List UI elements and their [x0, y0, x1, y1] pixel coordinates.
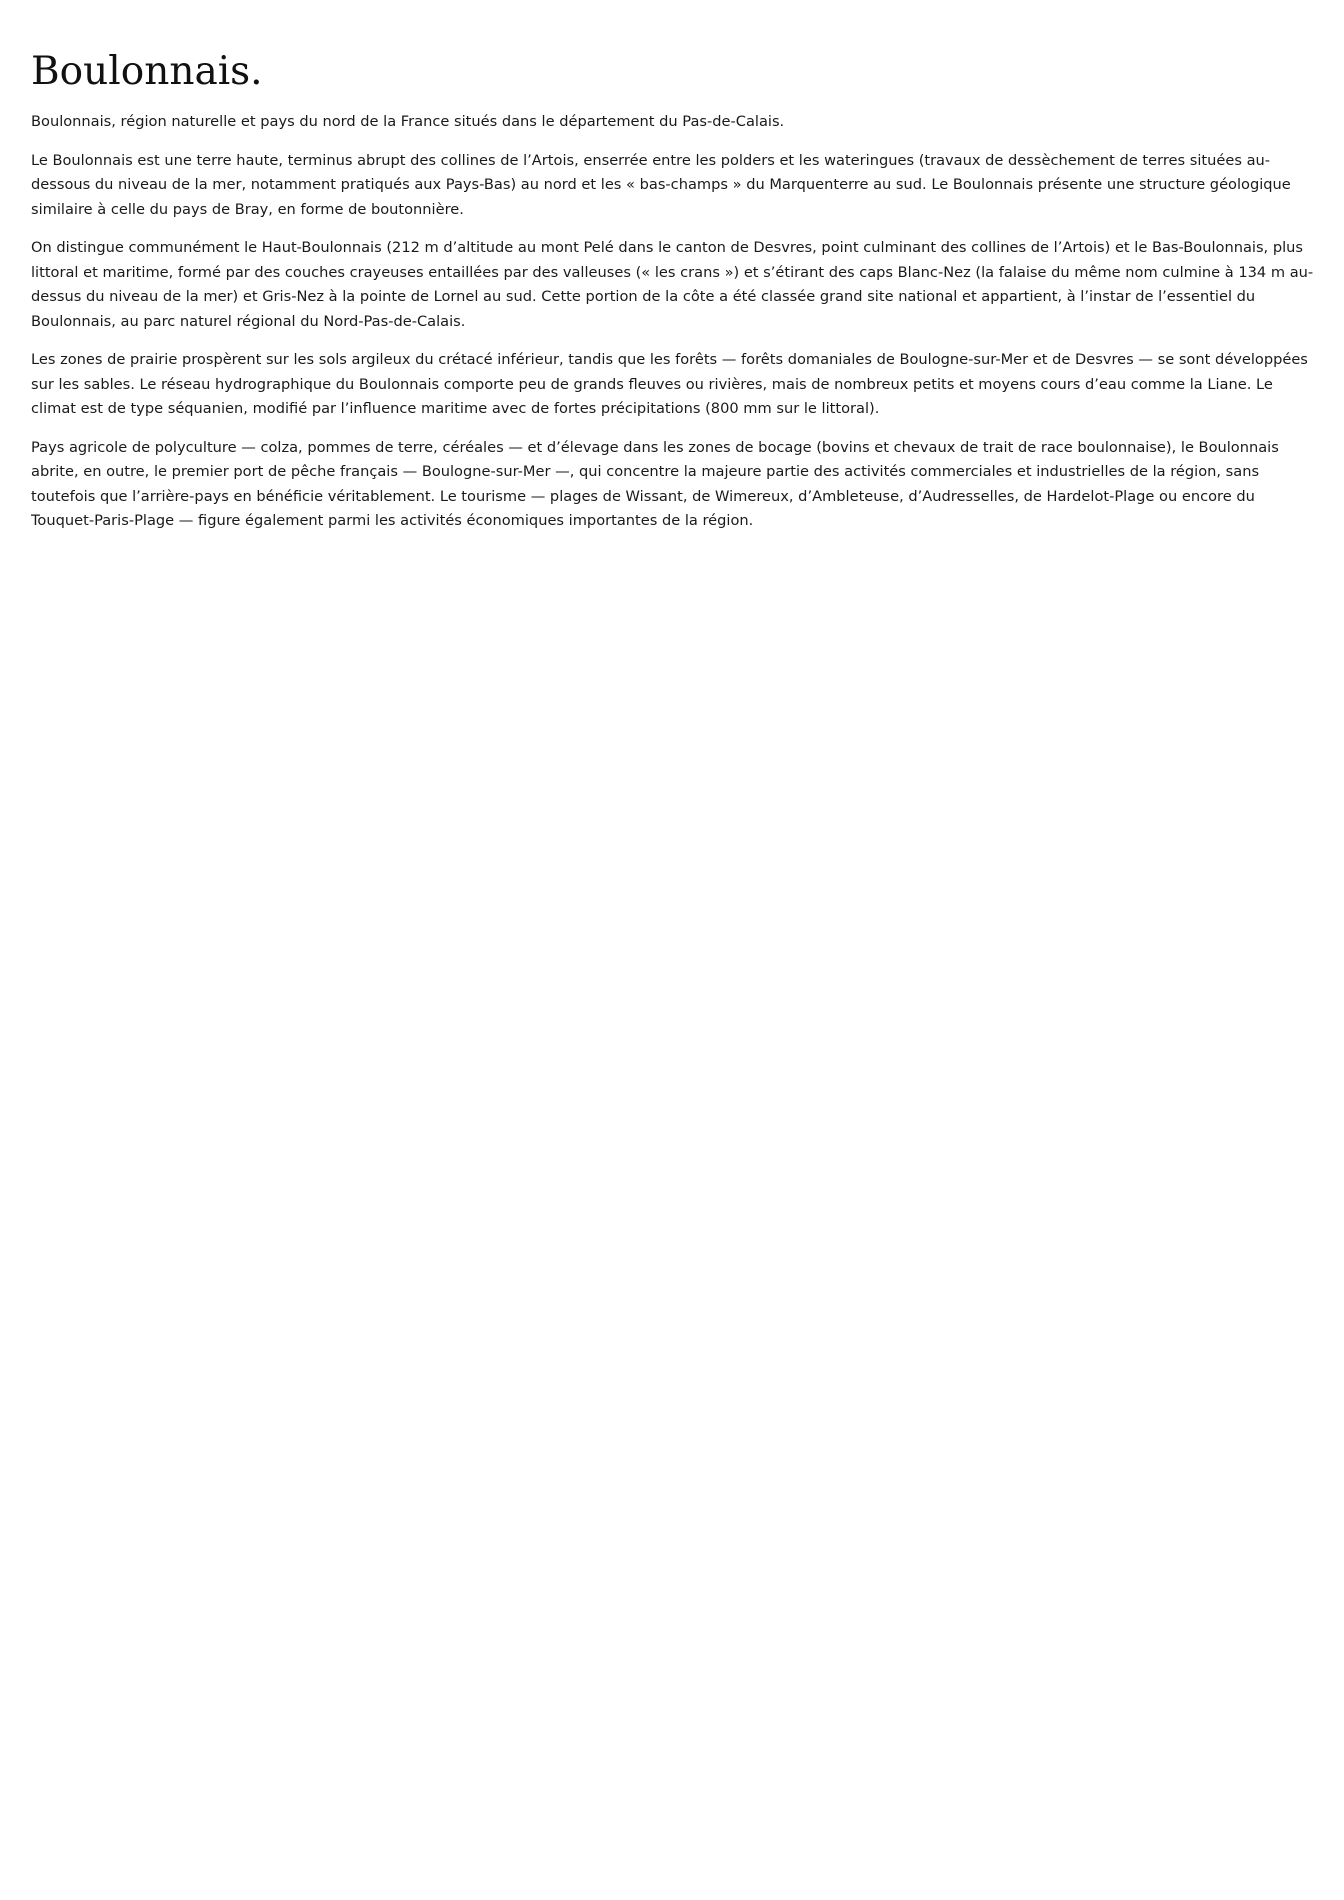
paragraph-intro: Boulonnais, région naturelle et pays du nord de la France situés dans le département du Pas-de-Calais. — [31, 113, 785, 130]
page-title: Boulonnais. — [31, 49, 263, 94]
paragraph-economy: Pays agricole de polyculture — colza, pommes de terre, céréales — et d’élevage dans les zones de bocage (bovins et chevaux de trait de race boulonnaise), le Boulonnais abrite, en outre, le premier port de pêche français — Boulogne-sur-Mer —, qui concentre la majeure partie des activités commerciales et industrielles de la région, sans toutefois que l’arrière-pays en bénéficie véritablement. Le tourisme — plages de Wissant, de Wimereux, d’Ambleteuse, d’Audresselles, de Hardelot-Plage ou encore du Touquet-Paris-Plage — figure également parmi les activités économiques importantes de la région. — [31, 438, 1279, 529]
article — [31, 0, 1315, 548]
paragraph-relief: On distingue communément le Haut-Boulonnais (212 m d’altitude au mont Pelé dans le canton de Desvres, point culminant des collines de l’Artois) et le Bas-Boulonnais, plus littoral et maritime, formé par des couches crayeuses entaillées par des valleuses (« les crans ») et s’étirant des caps Blanc-Nez (la falaise du même nom culmine à 134 m au-dessus du niveau de la mer) et Gris-Nez à la pointe de Lornel au sud. Cette portion de la côte a été classée grand site national et appartient, à l’instar de l’essentiel du Boulonnais, au parc naturel régional du Nord-Pas-de-Calais. — [31, 239, 1314, 330]
paragraph-geology: Le Boulonnais est une terre haute, terminus abrupt des collines de l’Artois, enserrée entre les polders et les wateringues (travaux de dessèchement de terres situées au-dessous du niveau de la mer, notamment pratiqués aux Pays-Bas) au nord et les « bas-champs » du Marquenterre au sud. Le Boulonnais présente une structure géologique similaire à celle du pays de Bray, en forme de boutonnière. — [31, 151, 1291, 218]
paragraph-vegetation-climate: Les zones de prairie prospèrent sur les sols argileux du crétacé inférieur, tandis que les forêts — forêts domaniales de Boulogne-sur-Mer et de Desvres — se sont développées sur les sables. Le réseau hydrographique du Boulonnais comporte peu de grands fleuves ou rivières, mais de nombreux petits et moyens cours d’eau comme la Liane. Le climat est de type séquanien, modifié par l’influence maritime avec de fortes précipitations (800 mm sur le littoral). — [31, 351, 1308, 417]
